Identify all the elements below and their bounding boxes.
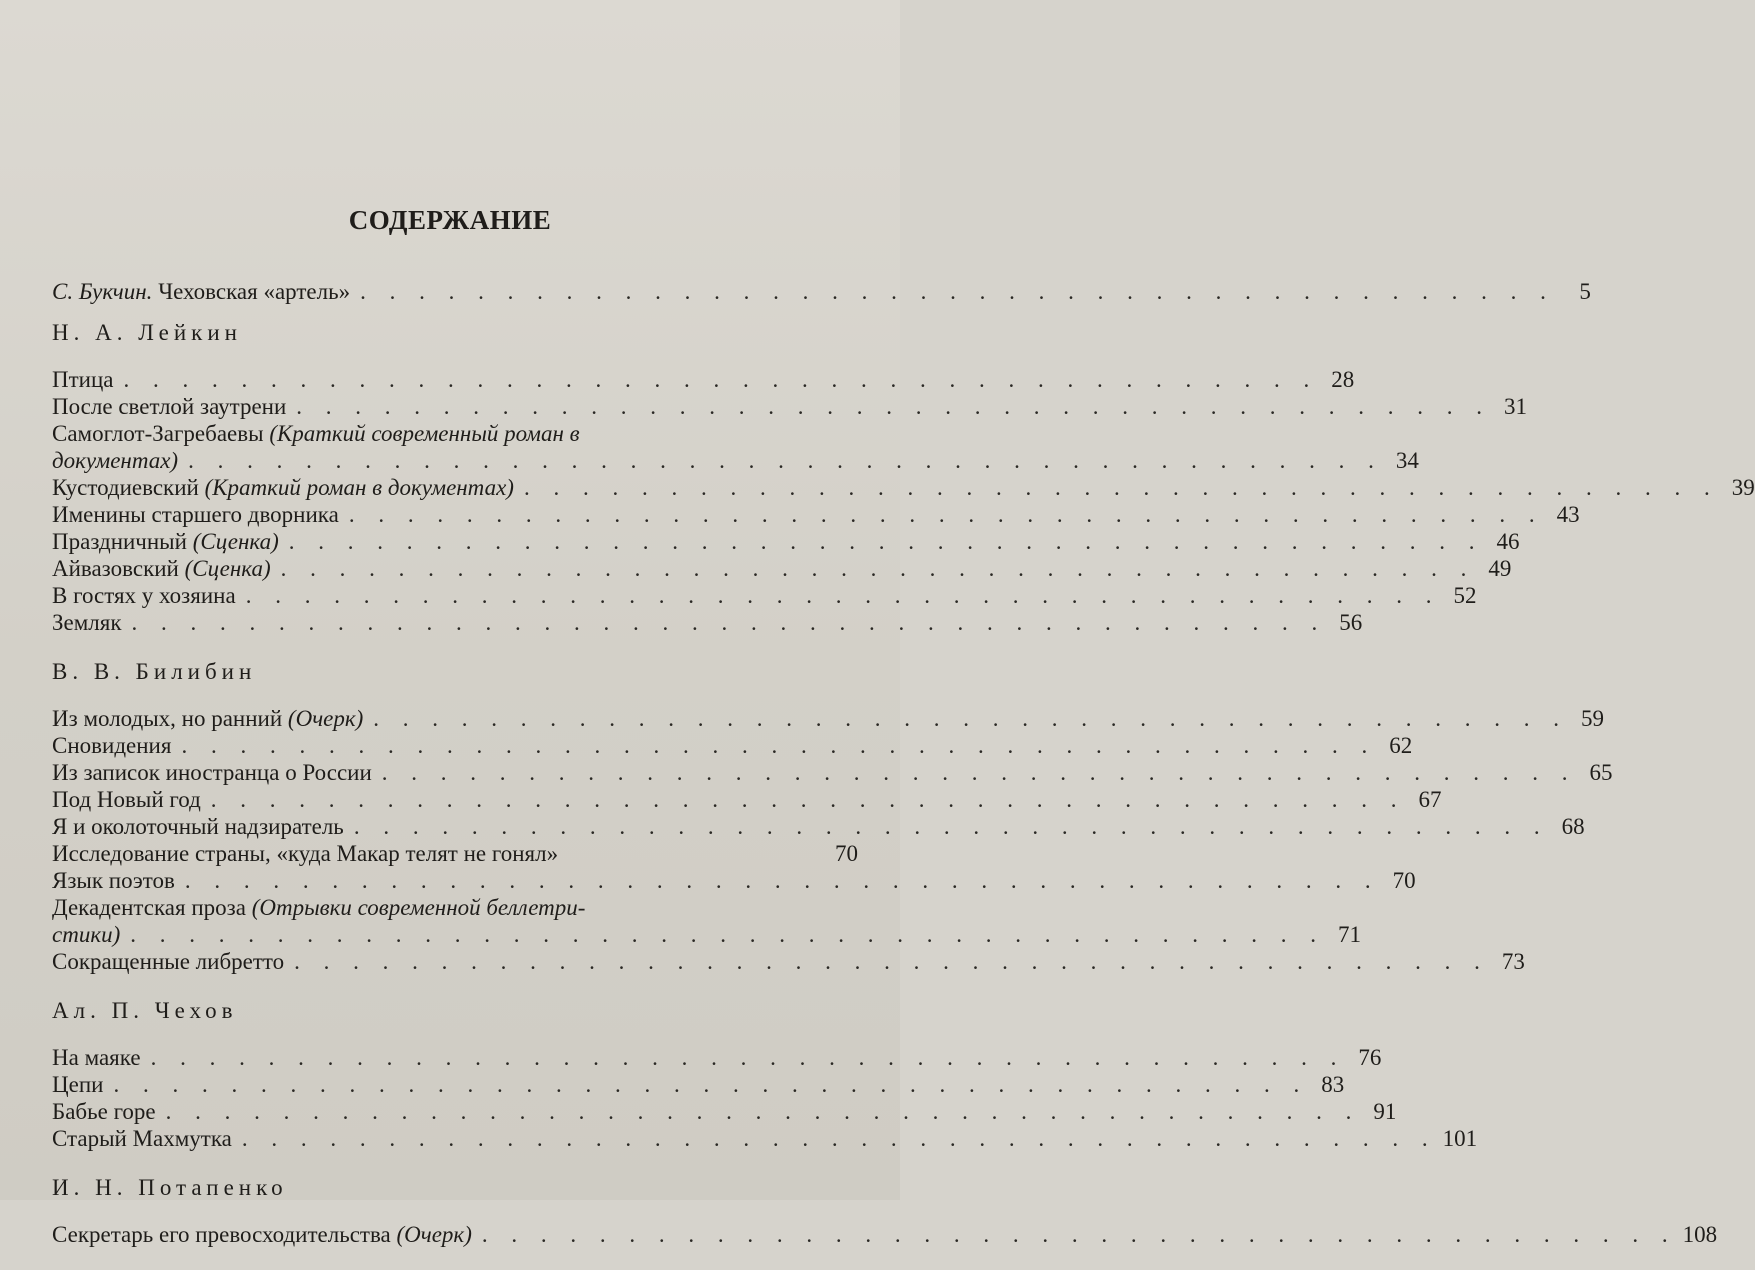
entry-title — [52, 420, 858, 447]
page-number: 43 — [1556, 502, 1580, 527]
entry-title: Язык поэтов — [52, 868, 175, 893]
toc-entry[interactable] — [52, 609, 1363, 636]
page-number: 28 — [1331, 367, 1355, 392]
entry-title — [52, 1221, 472, 1248]
toc-entry[interactable] — [52, 732, 1413, 759]
section-potapenko — [52, 1174, 1718, 1248]
entry-title: На маяке — [52, 1045, 141, 1070]
entry-title: Земляк — [52, 610, 122, 635]
page-number: 56 — [1339, 610, 1363, 635]
leader-dots: . . . . . . . . . . . . . . . . . . . . . . . . . . . . . . . . . . . . . . . . . — [165, 1099, 1361, 1124]
entry-subtitle: (Краткий современный роман в — [269, 421, 580, 446]
entry-title — [52, 894, 858, 921]
toc-entry[interactable] — [52, 1221, 1718, 1248]
leader-dots: . . . . . . . . . . . . . . . . . . . . . . . . . . . . . . . . . . . . . . . . . — [241, 1126, 1437, 1151]
leader-dots: . . . . . . . . . . . . . . . . . . . . . . . . . . . . . . . . . . . . . . . . . — [481, 1222, 1677, 1247]
toc-entry[interactable] — [52, 1071, 1345, 1098]
intro-author: С. Букчин. — [52, 279, 153, 304]
entry-title-text: Праздничный — [52, 529, 187, 554]
page-number: 108 — [1682, 1222, 1718, 1247]
toc-entry[interactable] — [52, 582, 1477, 609]
toc-entry[interactable] — [52, 894, 1361, 948]
section-author: Н. А. Лейкин — [52, 320, 242, 345]
page-number: 49 — [1488, 556, 1512, 581]
entry-subtitle: (Сценка) — [184, 556, 271, 581]
leader-dots: . . . . . . . . . . . . . . . . . . . . . . . . . . . . . . . . . . . . . . . . . — [373, 706, 1569, 731]
entry-title-text: Кустодиевский — [52, 475, 199, 500]
leader-dots: . . . . . . . . . . . . . . . . . . . . . . . . . . . . . . . . . . . . . . . . . — [113, 1072, 1309, 1097]
toc-entry[interactable] — [52, 705, 1605, 732]
page-number: 31 — [1504, 394, 1528, 419]
entry-title — [52, 555, 271, 582]
entry-title — [52, 474, 514, 501]
entry-title — [52, 528, 279, 555]
leader-dots: . . . . . . . . . . . . . . . . . . . . . . . . . . . . . . . . . . . . . . . . . — [280, 556, 1476, 581]
section-leikin — [52, 319, 1755, 636]
page-number: 65 — [1589, 760, 1613, 785]
page-number: 70 — [835, 841, 858, 866]
toc-entry[interactable] — [52, 786, 1442, 813]
toc-entry[interactable] — [52, 759, 1613, 786]
toc-entry[interactable] — [52, 420, 1419, 474]
entry-subtitle: (Краткий роман в документах) — [204, 475, 514, 500]
entry-title: Исследование страны, «куда Макар телят не гонял» — [52, 841, 559, 866]
entry-title-text: Айвазовский — [52, 556, 179, 581]
toc-entry[interactable] — [52, 555, 1512, 582]
page-number: 39 — [1731, 475, 1755, 500]
entry-title: Бабье горе — [52, 1099, 156, 1124]
page-number: 5 — [1579, 279, 1591, 304]
entry-title: Сновидения — [52, 733, 172, 758]
leader-dots: . . . . . . . . . . . . . . . . . . . . . . . . . . . . . . . . . . . . . . . . . — [188, 448, 1383, 473]
page-title: СОДЕРЖАНИЕ — [348, 205, 552, 235]
entry-title: Птица — [52, 367, 114, 392]
page-number: 68 — [1561, 814, 1585, 839]
page-number: 70 — [1392, 868, 1416, 893]
toc-entry[interactable] — [52, 1044, 1382, 1071]
leader-dots: . . . . . . . . . . . . . . . . . . . . . . . . . . . . . . . . . . . . . . . . . — [181, 733, 1377, 758]
entry-title-text: Самоглот-Загребаевы — [52, 421, 264, 446]
toc-entry[interactable] — [52, 1125, 1478, 1152]
page-number: 73 — [1501, 949, 1525, 974]
leader-dots: . . . . . . . . . . . . . . . . . . . . . . . . . . . . . . . . . . . . . . . . . — [130, 922, 1325, 947]
entry-title-text: Секретарь его превосходительства — [52, 1222, 391, 1247]
entry-title-text: Из молодых, но ранний — [52, 706, 283, 731]
entry-title-text: Декадентская проза — [52, 895, 246, 920]
entry-title: Цепи — [52, 1072, 104, 1097]
entry-title: Именины старшего дворника — [52, 502, 339, 527]
entry-title: После светлой заутрени — [52, 394, 287, 419]
leader-dots: . . . . . . . . . . . . . . . . . . . . . . . . . . . . . . . . . . . . . . . . . — [294, 949, 1489, 974]
page-number: 76 — [1358, 1045, 1382, 1070]
leader-dots: . . . . . . . . . . . . . . . . . . . . . . . . . . . . . . . . . . . . . . . . . — [348, 502, 1544, 527]
toc-entry[interactable] — [52, 813, 1585, 840]
page-number: 67 — [1418, 787, 1442, 812]
entry-subtitle: (Отрывки современной беллетри- — [251, 895, 586, 920]
section-author: В. В. Билибин — [52, 659, 257, 684]
intro-title: Чеховская «артель» — [158, 279, 351, 304]
entry-subtitle-cont: стики) — [52, 922, 121, 947]
toc-entry[interactable] — [52, 474, 1755, 501]
entry-title: В гостях у хозяина — [52, 583, 236, 608]
leader-dots: . . . . . . . . . . . . . . . . . . . . . . . . . . . . . . . . . . . . . . . . . — [184, 868, 1380, 893]
entry-subtitle-cont: документах) — [52, 448, 179, 473]
toc-entry-intro[interactable] — [52, 278, 1591, 305]
section-author: И. Н. Потапенко — [52, 1175, 288, 1200]
entry-subtitle: (Очерк) — [287, 706, 364, 731]
leader-dots: . . . . . . . . . . . . . . . . . . . . . . . . . . . . . . . . . . . . . . . . . — [123, 367, 1319, 392]
toc-entry[interactable] — [52, 393, 1528, 420]
toc-entry-label — [52, 278, 350, 305]
entry-subtitle: (Очерк) — [396, 1222, 472, 1247]
section-chekhov — [52, 997, 1478, 1152]
entry-title: Я и околоточный надзиратель — [52, 814, 344, 839]
toc-entry[interactable] — [52, 867, 1416, 894]
toc-entry[interactable] — [52, 528, 1520, 555]
table-of-contents — [52, 278, 1755, 1270]
leader-dots: . . . . . . . . . . . . . . . . . . . . . . . . . . . . . . . . . . . . . . . . . — [210, 787, 1406, 812]
page-number: 34 — [1395, 448, 1419, 473]
leader-dots: . . . . . . . . . . . . . . . . . . . . . . . . . . . . . . . . . . . . . . . . . — [360, 279, 1555, 304]
toc-entry[interactable] — [52, 948, 1525, 975]
toc-entry[interactable] — [52, 366, 1355, 393]
page-number: 83 — [1321, 1072, 1345, 1097]
toc-entry[interactable] — [52, 501, 1580, 528]
leader-dots: . . . . . . . . . . . . . . . . . . . . . . . . . . . . . . . . . . . . . . . . . — [353, 814, 1549, 839]
leader-dots: . . . . . . . . . . . . . . . . . . . . . . . . . . . . . . . . . . . . . . . . . — [288, 529, 1484, 554]
leader-dots: . . . . . . . . . . . . . . . . . . . . . . . . . . . . . . . . . . . . . . . . . — [523, 475, 1719, 500]
page-number: 46 — [1496, 529, 1520, 554]
entry-subtitle: (Сценка) — [192, 529, 279, 554]
entry-title: Из записок иностранца о России — [52, 760, 372, 785]
entry-title: Под Новый год — [52, 787, 201, 812]
section-bilibin — [52, 658, 1613, 975]
page-number: 62 — [1389, 733, 1413, 758]
leader-dots: . . . . . . . . . . . . . . . . . . . . . . . . . . . . . . . . . . . . . . . . . — [131, 610, 1327, 635]
entry-title: Старый Махмутка — [52, 1126, 232, 1151]
toc-entry[interactable] — [52, 840, 858, 867]
leader-dots: . . . . . . . . . . . . . . . . . . . . . . . . . . . . . . . . . . . . . . . . . — [150, 1045, 1346, 1070]
entry-title: Сокращенные либретто — [52, 949, 285, 974]
toc-entry[interactable] — [52, 1098, 1397, 1125]
page-number: 71 — [1338, 922, 1361, 947]
page-number: 101 — [1442, 1126, 1478, 1151]
entry-title — [52, 705, 363, 732]
section-author: Ал. П. Чехов — [52, 998, 238, 1023]
page-number: 52 — [1453, 583, 1477, 608]
page-number: 59 — [1581, 706, 1605, 731]
leader-dots: . . . . . . . . . . . . . . . . . . . . . . . . . . . . . . . . . . . . . . . . . — [381, 760, 1577, 785]
leader-dots: . . . . . . . . . . . . . . . . . . . . . . . . . . . . . . . . . . . . . . . . . — [296, 394, 1492, 419]
page-number: 91 — [1373, 1099, 1397, 1124]
leader-dots: . . . . . . . . . . . . . . . . . . . . . . . . . . . . . . . . . . . . . . . . . — [245, 583, 1441, 608]
